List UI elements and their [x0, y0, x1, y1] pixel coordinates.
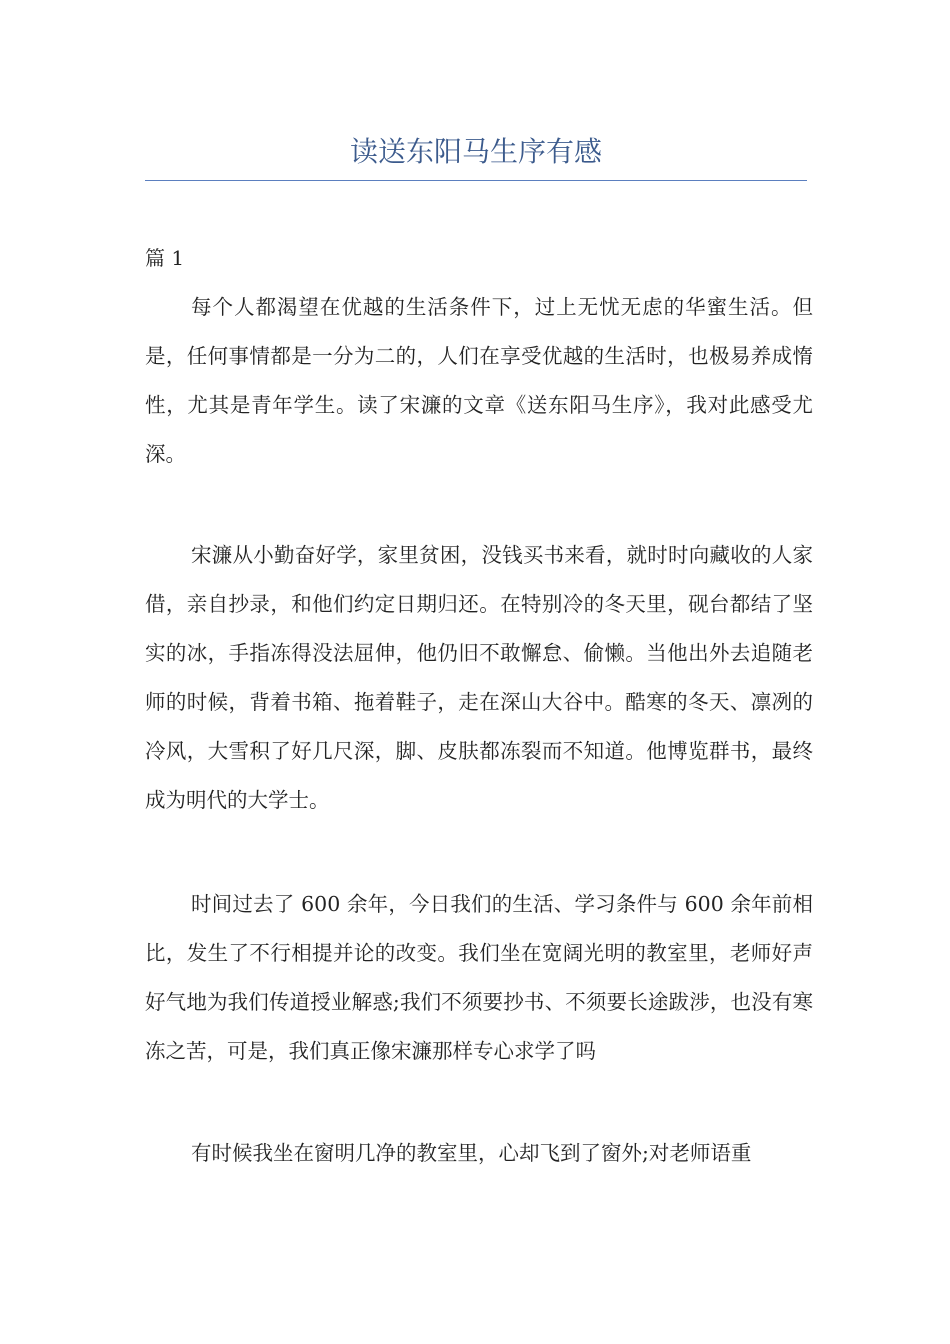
- paragraph-4: 有时候我坐在窗明几净的教室里，心却飞到了窗外;对老师语重: [191, 1141, 752, 1165]
- title-underline: [145, 180, 807, 181]
- document-title: 读送东阳马生序有感: [349, 135, 602, 168]
- section-label: 篇 1: [145, 246, 185, 270]
- paragraph-3: 时间过去了 600 余年，今日我们的生活、学习条件与 600 余年前相比，发生了不行相提并论的改变。我们坐在宽阔光明的教室里，老师好声好气地为我们传道授业解惑;我们不须要抄书、不须要长途跋涉，也没有寒冻之苦，可是，我们真正像宋濂那样专心求学了吗: [145, 892, 813, 1063]
- paragraph-1: 每个人都渴望在优越的生活条件下，过上无忧无虑的华蜜生活。但是，任何事情都是一分为二的，人们在享受优越的生活时，也极易养成惰性，尤其是青年学生。读了宋濂的文章《送东阳马生序》，我对此感受尤深。: [145, 295, 813, 466]
- paragraph-2: 宋濂从小勤奋好学，家里贫困，没钱买书来看，就时时向藏收的人家借，亲自抄录，和他们约定日期归还。在特别冷的冬天里，砚台都结了坚实的冰，手指冻得没法屈伸，他仍旧不敢懈怠、偷懒。当他出外去追随老师的时候，背着书箱、拖着鞋子，走在深山大谷中。酷寒的冬天、凛冽的冷风，大雪积了好几尺深，脚、皮肤都冻裂而不知道。他博览群书，最终成为明代的大学士。: [145, 543, 813, 812]
